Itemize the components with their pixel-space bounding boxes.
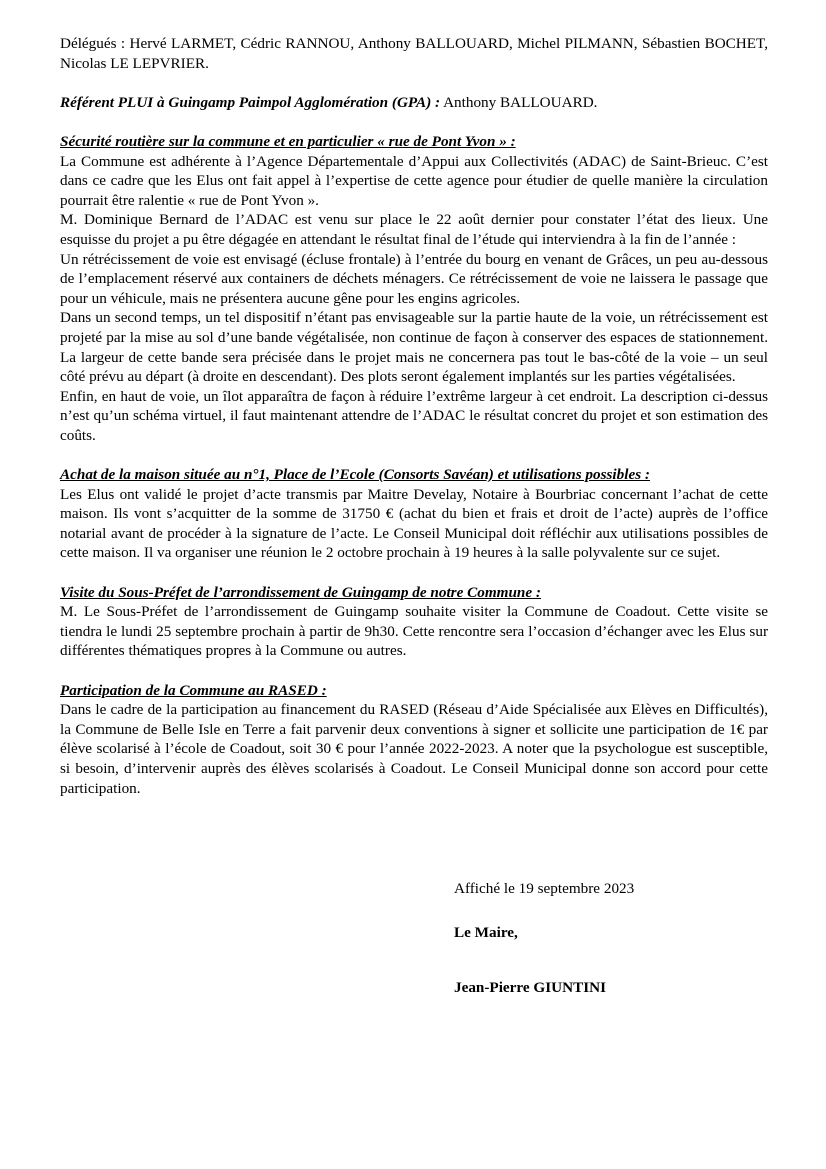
section-heading: Sécurité routière sur la commune et en particulier « rue de Pont Yvon » : [60,132,516,150]
referent-value: Anthony BALLOUARD. [440,93,598,111]
paragraph: M. Dominique Bernard de l’ADAC est venu sur place le 22 août dernier pour constater l’état des lieux. Une esquisse du projet a pu être dégagée en attendant le résultat final de l’étude qui interviendra à la fin de l’année : [60,211,768,248]
section-heading: Visite du Sous-Préfet de l’arrondissement de Guingamp de notre Commune : [60,583,541,601]
signatory-name: Jean-Pierre GIUNTINI [454,979,606,996]
section-rased [60,681,768,799]
paragraph: Dans le cadre de la participation au financement du RASED (Réseau d’Aide Spécialisée aux Elèves en Difficultés), la Commune de Belle Isle en Terre a fait parvenir deux conventions à signer et sollicite une participation de 1€ par élève scolarisé à l’école de Coadout, soit 30 € pour l’année 2022-2023. A noter que la psychologue est susceptible, si besoin, d’intervenir auprès des élèves scolarisés à Coadout. Le Conseil Municipal donne son accord pour cette participation. [60,701,768,797]
paragraph: Dans un second temps, un tel dispositif n’étant pas envisageable sur la partie haute de la voie, un rétrécissement est projeté par la mise au sol d’une bande végétalisée, non continue de façon à conserver des espaces de stationnement. La largeur de cette bande sera précisée dans le projet mais ne concernera pas tout le bas-côté de la voie – un seul côté prévu au départ (à droite en descendant). Des plots seront également implantés sur les parties végétalisées. [60,309,768,386]
paragraph: Un rétrécissement de voie est envisagé (écluse frontale) à l’entrée du bourg en venant de Grâces, un peu au-dessous de l’emplacement réservé aux containers de déchets ménagers. Ce rétrécissement de voie ne laissera le passage que pour un véhicule, mais ne présentera aucune gêne pour les engins agricoles. [60,250,768,307]
posted-date: Affiché le 19 septembre 2023 [454,880,635,897]
paragraph: Les Elus ont validé le projet d’acte transmis par Maitre Develay, Notaire à Bourbriac concernant l’achat de cette maison. Ils vont s’acquitter de la somme de 31750 € (achat du bien et frais et droit de l’acte) auprès de l’office notarial avant de procéder à la signature de l’acte. Le Conseil Municipal doit réfléchir aux utilisations possibles de cette maison. Il va organiser une réunion le 2 octobre prochain à 19 heures à la salle polyvalente sur ce sujet. [60,485,768,562]
section-heading: Participation de la Commune au RASED : [60,681,327,699]
document-body [60,34,768,818]
signatory-role: Le Maire, [454,924,518,941]
delegates-line: Délégués : Hervé LARMET, Cédric RANNOU, Anthony BALLOUARD, Michel PILMANN, Sébastien BOCHET, Nicolas LE LEPVRIER. [60,35,768,72]
referent-line [60,93,768,113]
section-house-purchase [60,465,768,563]
paragraph: Enfin, en haut de voie, un îlot apparaîtra de façon à réduire l’extrême largeur à cet endroit. La description ci-dessus n’est qu’un schéma virtuel, il faut maintenant attendre de l’ADAC le résultat concret du projet et son estimation des coûts. [60,387,768,444]
paragraph: M. Le Sous-Préfet de l’arrondissement de Guingamp souhaite visiter la Commune de Coadout. Cette visite se tiendra le lundi 25 septembre prochain à partir de 9h30. Cette rencontre sera l’occasion d’échanger avec les Elus sur différentes thématiques propres à la Commune ou autres. [60,603,768,660]
section-heading: Achat de la maison située au n°1, Place de l’Ecole (Consorts Savéan) et utilisations possibles : [60,466,650,484]
section-sub-prefect-visit [60,583,768,661]
section-road-safety [60,132,768,446]
paragraph: La Commune est adhérente à l’Agence Départementale d’Appui aux Collectivités (ADAC) de Saint-Brieuc. C’est dans ce cadre que les Elus ont fait appel à l’expertise de cette agence pour étudier de quelle manière la circulation pourrait être ralentie « rue de Pont Yvon ». [60,152,768,209]
referent-label: Référent PLUI à Guingamp Paimpol Agglomération (GPA) : [60,93,441,111]
